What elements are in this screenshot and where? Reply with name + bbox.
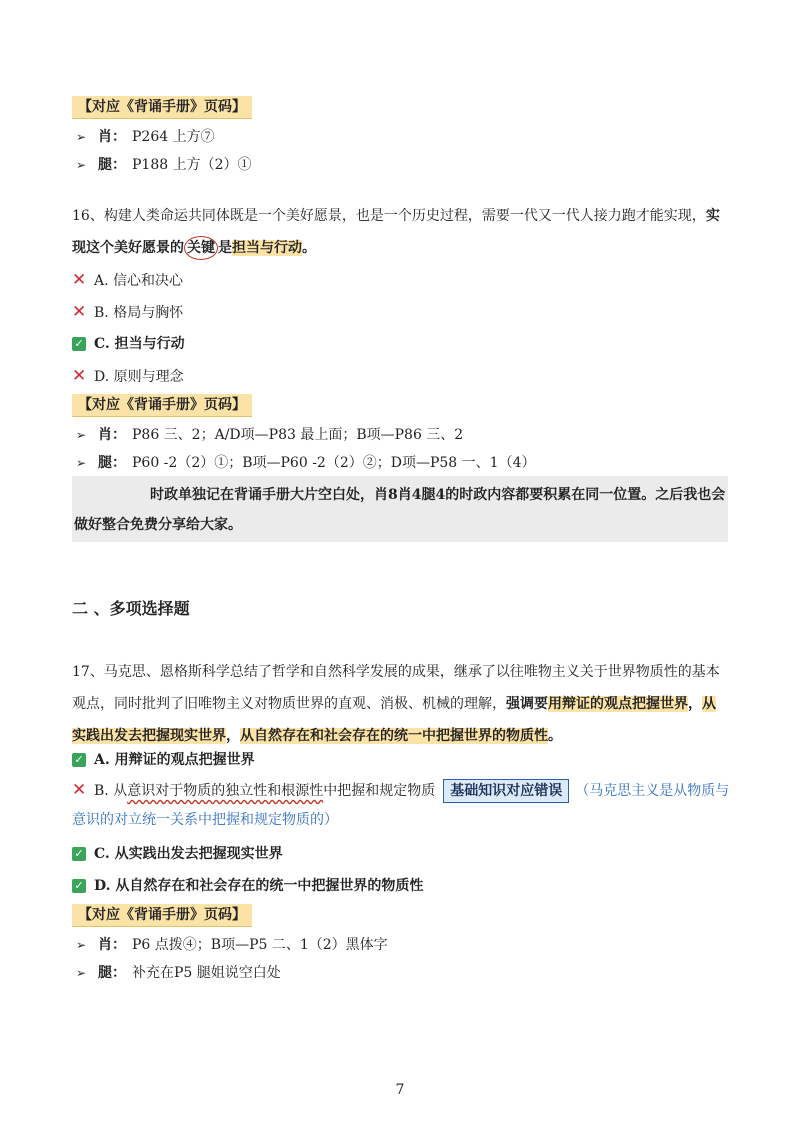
option-a: ✓ A. 用辩证的观点把握世界 xyxy=(72,748,255,772)
bullet-tui: ➢ 腿： 补充在P5 腿姐说空白处 xyxy=(76,962,281,984)
question-16-stem: 16、构建人类命运共同体既是一个美好愿景，也是一个历史过程，需要一代又一代人接力跑才能实现，实 现这个美好愿景的 关键 是担当与行动。 xyxy=(72,200,732,264)
section-title: 二 、多项选择题 xyxy=(72,599,190,618)
circled-keyword: 关键 xyxy=(184,236,218,260)
option-d: ✕ D. 原则与理念 xyxy=(72,366,184,386)
bullet-xiao: ➢ 肖： P264 上方⑦ xyxy=(76,126,215,148)
cross-mark-icon: ✕ xyxy=(72,366,87,386)
bullet-tui: ➢ 腿： P188 上方（2）① xyxy=(76,154,252,176)
page-number: 7 xyxy=(395,1082,405,1098)
arrow-bullet-icon: ➢ xyxy=(76,938,87,952)
manual-page-tag: 【对应《背诵手册》页码】 xyxy=(72,394,252,417)
manual-page-tag: 【对应《背诵手册》页码】 xyxy=(72,904,252,927)
check-mark-icon: ✓ xyxy=(72,847,86,861)
check-mark-icon: ✓ xyxy=(72,879,86,893)
bullet-xiao: ➢ 肖： P6 点拨④；B项—P5 二、1（2）黑体字 xyxy=(76,934,388,956)
arrow-bullet-icon: ➢ xyxy=(76,456,87,470)
note-box xyxy=(72,476,728,542)
check-mark-icon: ✓ xyxy=(72,337,86,351)
arrow-bullet-icon: ➢ xyxy=(76,158,87,172)
option-b-note: 意识的对立统一关系中把握和规定物质的） xyxy=(72,812,338,828)
note-line: 时政单独记在背诵手册大片空白处，肖8肖4腿4的时政内容都要积累在同一位置。之后我也会 xyxy=(150,487,726,503)
option-b: ✕ B. 格局与胸怀 xyxy=(72,302,184,322)
check-mark-icon: ✓ xyxy=(72,753,86,767)
error-tag: 基础知识对应错误 xyxy=(443,779,569,803)
arrow-bullet-icon: ➢ xyxy=(76,966,87,980)
option-c: ✓ C. 担当与行动 xyxy=(72,332,185,356)
option-a: ✕ A. 信心和决心 xyxy=(72,270,184,290)
question-17-stem: 17、马克思、恩格斯科学总结了哲学和自然科学发展的成果，继承了以往唯物主义关于世界物质性的基本 观点，同时批判了旧唯物主义对物质世界的直观、消极、机械的理解，强调要用辩证的观点把握世界，从 实践出发去把握现实世界，从自然存在和社会存在的统一中把握世界的物质性。 xyxy=(72,664,720,744)
manual-page-tag: 【对应《背诵手册》页码】 xyxy=(72,96,252,119)
option-b: ✕ B. 从意识对于物质的独立性和根源性中把握和规定物质 基础知识对应错误 （马克思主义是从物质与 xyxy=(72,778,732,802)
option-c: ✓ C. 从实践出发去把握现实世界 xyxy=(72,842,283,866)
bullet-tui: ➢ 腿： P60 -2（2）①；B项—P60 -2（2）②；D项—P58 一、1（4） xyxy=(76,452,535,474)
bullet-xiao: ➢ 肖： P86 三、2；A/D项—P83 最上面；B项—P86 三、2 xyxy=(76,424,463,446)
cross-mark-icon: ✕ xyxy=(72,270,87,290)
cross-mark-icon: ✕ xyxy=(72,302,87,322)
wavy-underline-phrase: 意识对于物质的独立性和根源性 xyxy=(127,783,324,799)
option-d: ✓ D. 从自然存在和社会存在的统一中把握世界的物质性 xyxy=(72,874,423,898)
cross-mark-icon: ✕ xyxy=(72,780,87,800)
arrow-bullet-icon: ➢ xyxy=(76,130,87,144)
arrow-bullet-icon: ➢ xyxy=(76,428,87,442)
note-line: 做好整合免费分享给大家。 xyxy=(74,517,242,533)
